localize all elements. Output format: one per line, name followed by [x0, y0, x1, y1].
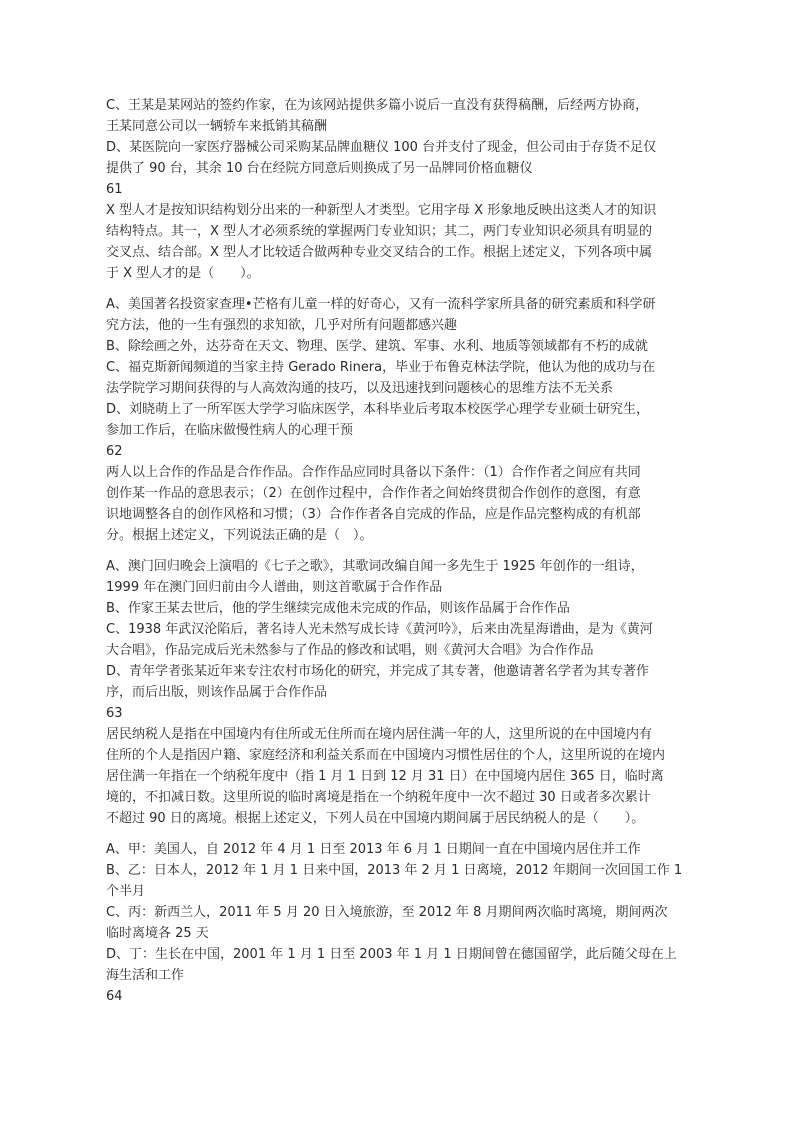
text-line: 个半月	[106, 884, 146, 899]
spacer	[106, 829, 696, 839]
text-line: 临时离境各 25 天	[106, 926, 209, 941]
text-line: C、1938 年武汉沦陷后，著名诗人光未然写成长诗《黄河吟》，后来由冼星海谱曲，是为《黄河	[106, 622, 653, 637]
text-line: 结构特点。其一，X 型人才必须系统的掌握两门专业知识；其二，两门专业知识必须具有明显的	[106, 224, 653, 239]
question-number-63: 63	[106, 706, 123, 721]
text-line: 创作某一作品的意思表示；（2）在创作过程中，合作作者之间始终贯彻合作创作的意图，有意	[106, 486, 641, 501]
text-line: D、刘晓萌上了一所军医大学学习临床医学，本科毕业后考取本校医学心理学专业硕士研究生，	[106, 402, 650, 417]
text-line: D、青年学者张某近年来专注农村市场化的研究，并完成了其专著，他邀请著名学者为其专著作	[106, 664, 650, 679]
text-line: A、澳门回归晚会上演唱的《七子之歌》，其歌词改编自闻一多先生于 1925 年创作的一组诗，	[106, 559, 644, 574]
text-line: A、甲：美国人，自 2012 年 4 月 1 日至 2013 年 6 月 1 日期间一直在中国境内居住并工作	[106, 842, 641, 857]
spacer	[106, 546, 696, 556]
question-number-61: 61	[106, 182, 123, 197]
text-line: 大合唱》，作品完成后光未然参与了作品的修改和试唱，则《黄河大合唱》为合作作品	[106, 643, 594, 658]
text-line: 提供了 90 台，其余 10 台在经院方同意后则换成了另一品牌同价格血糖仪	[106, 161, 533, 176]
text-line: 居住满一年指在一个纳税年度中（指 1 月 1 日到 12 月 31 日）在中国境内居住 365 日，临时离	[106, 769, 664, 784]
text-line: 两人以上合作的作品是合作作品。合作作品应同时具备以下条件：（1）合作作者之间应有共同	[106, 465, 641, 480]
text-line: 交叉点、结合部。X 型人才比较适合做两种专业交叉结合的工作。根据上述定义，下列各项中属	[106, 245, 653, 260]
question-number-62: 62	[106, 444, 123, 459]
text-line: 法学院学习期间获得的与人高效沟通的技巧，以及迅速找到问题核心的思维方法不无关系	[106, 381, 614, 396]
text-line: 居民纳税人是指在中国境内有住所或无住所而在境内居住满一年的人，这里所说的在中国境内有	[106, 727, 653, 742]
text-line: 不超过 90 日的离境。根据上述定义，下列人员在中国境内期间属于居民纳税人的是（ ）。	[106, 811, 645, 826]
text-line: A、美国著名投资家查理•芒格有儿童一样的好奇心，又有一流科学家所具备的研究素质和科学研	[106, 297, 656, 312]
text-line: D、丁：生长在中国，2001 年 1 月 1 日至 2003 年 1 月 1 日期间曾在德国留学，此后随父母在上	[106, 947, 677, 962]
text-line: X 型人才是按知识结构划分出来的一种新型人才类型。它用字母 X 形象地反映出这类人才的知识	[106, 203, 657, 218]
text-line: B、乙：日本人，2012 年 1 月 1 日来中国，2013 年 2 月 1 日离境，2012 年期间一次回国工作 1	[106, 863, 683, 878]
text-line: 分。根据上述定义，下列说法正确的是（ ）。	[106, 528, 373, 543]
text-line: C、丙：新西兰人，2011 年 5 月 20 日入境旅游，至 2012 年 8 月期间两次临时离境，期间两次	[106, 905, 668, 920]
text-line: 序，而后出版，则该作品属于合作作品	[106, 685, 328, 700]
text-line: 海生活和工作	[106, 968, 185, 983]
text-line: 参加工作后，在临床做慢性病人的心理干预	[106, 423, 354, 438]
question-number-64: 64	[106, 989, 123, 1004]
text-line: 王某同意公司以一辆轿车来抵销其稿酬	[106, 119, 328, 134]
text-line: 识地调整各自的创作风格和习惯；（3）合作作者各自完成的作品，应是作品完整构成的有机部	[106, 507, 641, 522]
text-line: B、作家王某去世后，他的学生继续完成他未完成的作品，则该作品属于合作作品	[106, 601, 570, 616]
text-line: B、除绘画之外，达芬奇在天文、物理、医学、建筑、军事、水利、地质等领域都有不朽的成就	[106, 339, 648, 354]
text-line: C、王某是某网站的签约作家，在为该网站提供多篇小说后一直没有获得稿酬，后经两方协商，	[106, 98, 649, 113]
text-line: 境的，不扣减日数。这里所说的临时离境是指在一个纳税年度中一次不超过 30 日或者多次累计	[106, 790, 651, 805]
text-line: 1999 年在澳门回归前由今人谱曲，则这首歌属于合作作品	[106, 580, 443, 595]
text-line: 于 X 型人才的是（ ）。	[106, 266, 260, 281]
text-line: 住所的个人是指因户籍、家庭经济和利益关系而在中国境内习惯性居住的个人，这里所说的在境内	[106, 748, 666, 763]
text-line: 究方法，他的一生有强烈的求知欲，几乎对所有问题都感兴趣	[106, 318, 458, 333]
document-body	[106, 95, 696, 1007]
text-line: D、某医院向一家医疗器械公司采购某品牌血糖仪 100 台并支付了现金，但公司由于存货不足仅	[106, 140, 657, 155]
text-line: C、福克斯新闻频道的当家主持 Gerado Rinera，毕业于布鲁克林法学院，他认为他的成功与在	[106, 360, 656, 375]
spacer	[106, 284, 696, 294]
